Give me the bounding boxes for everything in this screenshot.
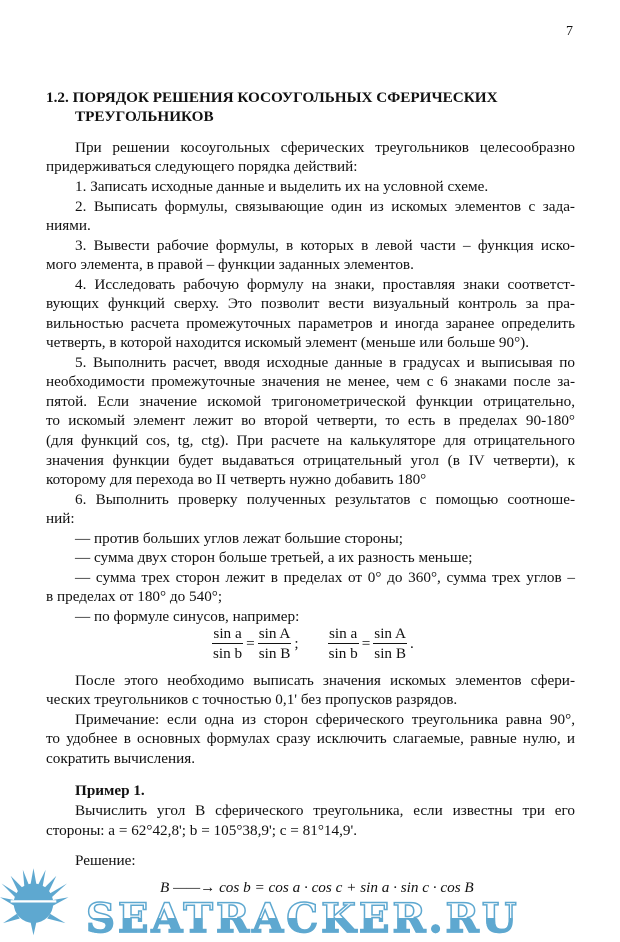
numerator: sin a xyxy=(213,625,242,642)
text-line: то искомый элемент лежит во второй четверти, то есть в пределах 90-180° xyxy=(46,412,575,429)
list-item-6: 6. Выполнить проверку полученных результатов с помощью соотноше- xyxy=(75,491,575,508)
numerator: sin a xyxy=(329,625,358,642)
fraction xyxy=(328,624,359,663)
note-line: то удобнее в основных формулах сразу исключить слагаемые, равные нулю, и xyxy=(46,730,575,747)
text-line: вующих функций сверху. Это позволит вести визуальный контроль за пра- xyxy=(46,295,575,312)
fraction xyxy=(212,624,243,663)
text-line: ниями. xyxy=(46,217,91,234)
punctuation: . xyxy=(409,634,414,652)
text-line: вильностью расчета промежуточных параметров и иногда заранее определить xyxy=(46,315,575,332)
text-line: которому для перехода во II четверть нужно добавить 180° xyxy=(46,471,427,488)
text-line: придерживаться следующего порядка действий: xyxy=(46,158,358,175)
text-line: необходимости промежуточные значения не менее, чем с 6 знаками после за- xyxy=(46,373,575,390)
note-line: сократить вычисления. xyxy=(46,750,196,767)
check-item: — сумма двух сторон больше третьей, а их разность меньше; xyxy=(75,549,473,566)
solution-label: Решение: xyxy=(75,852,136,869)
check-item: — против больших углов лежат большие стороны; xyxy=(75,530,403,547)
numerator: sin A xyxy=(258,625,291,642)
solution-formula: B ——→ cos b = cos a · cos c + sin a · sin c · cos B xyxy=(160,879,474,896)
numerator: sin A xyxy=(374,625,406,642)
text-line: После этого необходимо выписать значения искомых элементов сфери- xyxy=(75,672,575,689)
text-line: в пределах от 180° до 540°; xyxy=(46,588,223,605)
list-item-4: 4. Исследовать рабочую формулу на знаки, проставляя знаки соответст- xyxy=(75,276,575,293)
example-heading: Пример 1. xyxy=(75,782,145,799)
punctuation: ; xyxy=(294,634,299,652)
denominator: sin B xyxy=(258,645,291,662)
example-text: Вычислить угол B сферического треугольника, если известны три его xyxy=(75,802,575,819)
text-line: мого элемента, в правой – функции заданных элементов. xyxy=(46,256,414,273)
list-item-5: 5. Выполнить расчет, вводя исходные данные в градусах и выписывая по xyxy=(75,354,575,371)
sine-theorem-formula xyxy=(212,624,414,663)
check-item: — по формуле синусов, например: xyxy=(75,608,300,625)
text-line: четверть, в которой находится искомый элемент (меньше или больше 90°). xyxy=(46,334,530,351)
denominator: sin B xyxy=(374,645,406,662)
list-item-1: 1. Записать исходные данные и выделить их на условной схеме. xyxy=(75,178,489,195)
equals-sign: = xyxy=(246,634,255,652)
page-number: 7 xyxy=(566,24,573,39)
sun-logo-icon xyxy=(0,866,70,936)
denominator: sin b xyxy=(328,645,358,662)
watermark: SEATRACKER.RU xyxy=(86,900,616,937)
equals-sign: = xyxy=(361,634,371,652)
check-item: — сумма трех сторон лежит в пределах от 0° до 360°, сумма трех углов – xyxy=(75,569,575,586)
text-line: ний: xyxy=(46,510,75,527)
text-line: (для функций cos, tg, ctg). При расчете на калькуляторе для отрицательного xyxy=(46,432,575,449)
text-line: пятой. Если значение искомой тригонометрической функции отрицательно, xyxy=(46,393,575,410)
list-item-2: 2. Выписать формулы, связывающие один из искомых элементов с зада- xyxy=(75,198,575,215)
section-heading-line-2: ТРЕУГОЛЬНИКОВ xyxy=(75,108,214,125)
denominator: sin b xyxy=(213,645,243,662)
fraction xyxy=(373,624,407,663)
text-line: ческих треугольников с точностью 0,1' без пропусков разрядов. xyxy=(46,691,458,708)
text-line: При решении косоугольных сферических треугольников целесообразно xyxy=(75,139,575,156)
list-item-3: 3. Вывести рабочие формулы, в которых в левой части – функция иско- xyxy=(75,237,575,254)
text-line: значения функции будет выдаваться отрицательный угол (в IV четверти), к xyxy=(46,452,575,469)
example-text: стороны: a = 62°42,8'; b = 105°38,9'; c = 81°14,9'. xyxy=(46,822,358,839)
section-heading-line-1: 1.2. ПОРЯДОК РЕШЕНИЯ КОСОУГОЛЬНЫХ СФЕРИЧЕСКИХ xyxy=(46,89,498,106)
note-line: Примечание: если одна из сторон сферического треугольника равна 90°, xyxy=(75,711,575,728)
fraction xyxy=(258,624,292,663)
